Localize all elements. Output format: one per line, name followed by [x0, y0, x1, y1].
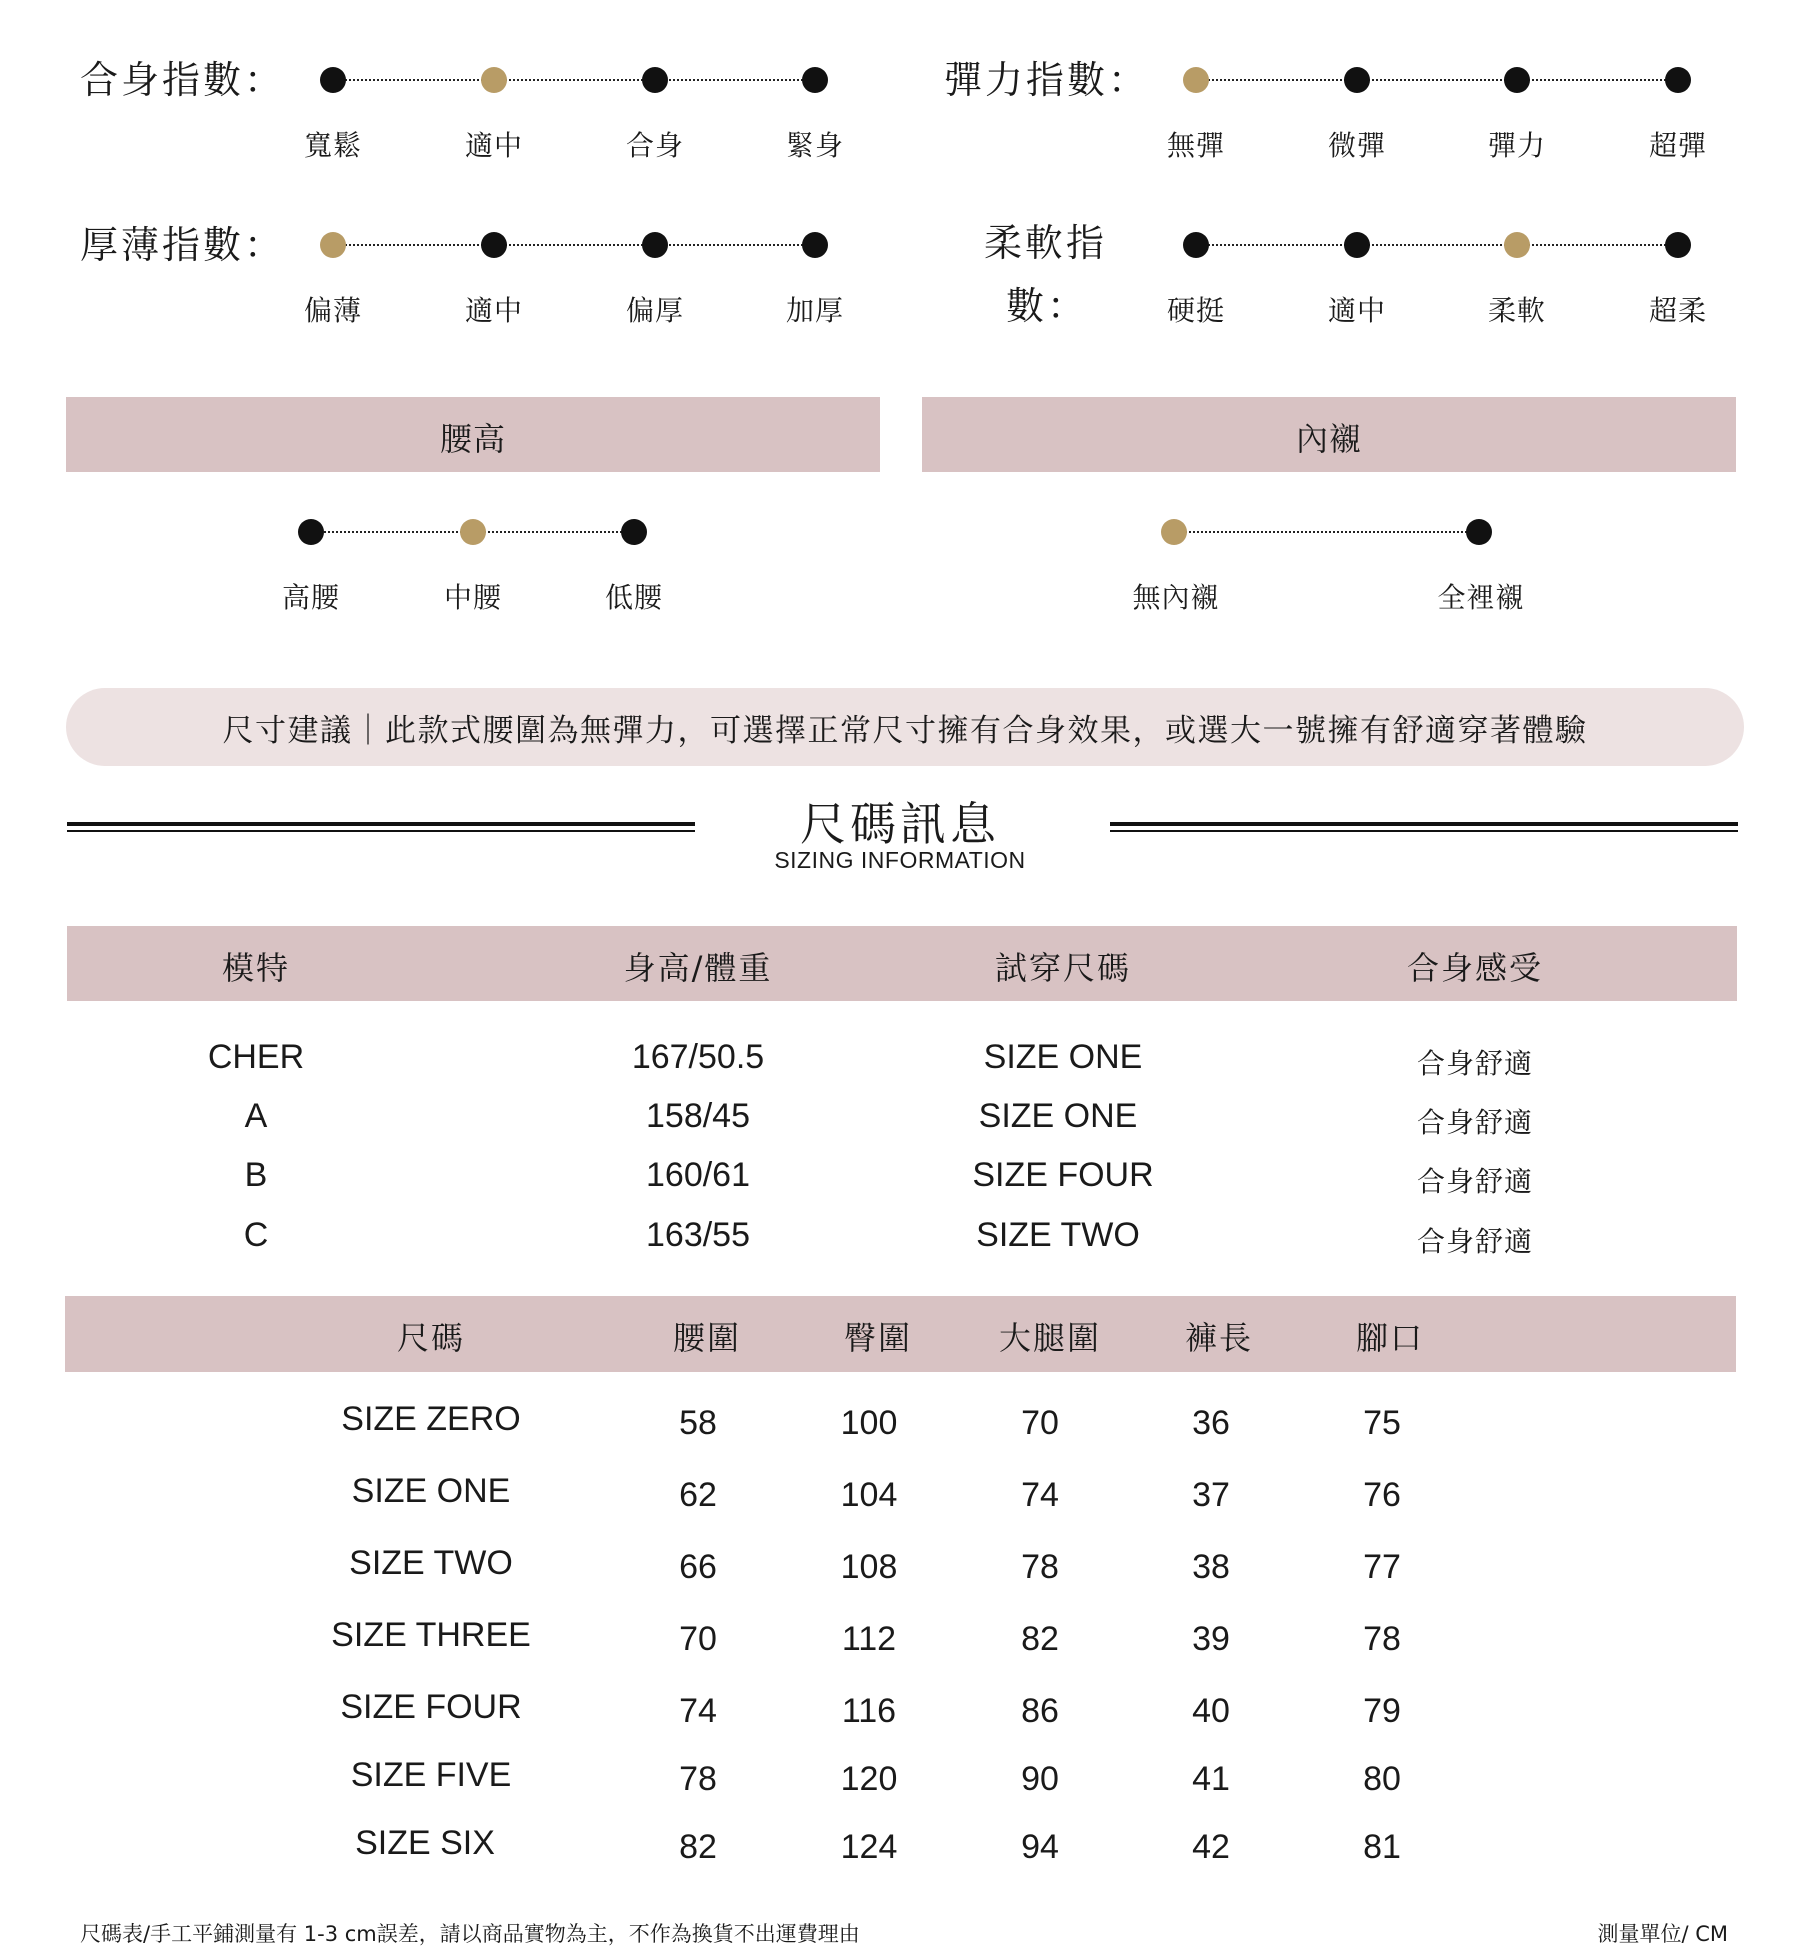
- model-fit-feel: 合身舒適: [1416, 1106, 1534, 1139]
- softness-scale-title: 柔軟指: [984, 221, 1108, 265]
- size-name: SIZE TWO: [349, 1544, 513, 1582]
- thigh-value: 74: [1021, 1476, 1059, 1514]
- thickness-dot-2: [642, 232, 668, 258]
- fit-dot-3: [802, 67, 828, 93]
- model-fit-feel: 合身舒適: [1416, 1165, 1534, 1198]
- stretch-option-label: 微彈: [1327, 129, 1387, 162]
- hem-value: 76: [1363, 1476, 1401, 1514]
- length-value: 40: [1192, 1692, 1230, 1730]
- waist-value: 58: [679, 1404, 717, 1442]
- hip-value: 100: [840, 1404, 898, 1442]
- thickness-option-label: 偏薄: [303, 294, 363, 327]
- waist-dot-2: [621, 519, 647, 545]
- thickness-option-label: 適中: [464, 294, 524, 327]
- softness-option-label: 適中: [1327, 294, 1387, 327]
- softness-dot-3: [1665, 232, 1691, 258]
- softness-dot-2: [1504, 232, 1530, 258]
- model-col-header: 模特: [221, 949, 291, 987]
- thigh-value: 82: [1021, 1620, 1059, 1658]
- waist-dot-0: [298, 519, 324, 545]
- thickness-dot-3: [802, 232, 828, 258]
- model-height-weight: 163/55: [646, 1216, 750, 1254]
- softness-dot-0: [1183, 232, 1209, 258]
- stretch-dot-3: [1665, 67, 1691, 93]
- thigh-value: 70: [1021, 1404, 1059, 1442]
- length-value: 36: [1192, 1404, 1230, 1442]
- model-height-weight: 158/45: [646, 1097, 750, 1135]
- size-col-header: 尺碼: [396, 1319, 466, 1357]
- lining-dot-0: [1161, 519, 1187, 545]
- hem-value: 77: [1363, 1548, 1401, 1586]
- length-value: 41: [1192, 1760, 1230, 1798]
- lining-dot-1: [1466, 519, 1492, 545]
- waist-height-title: 腰高: [439, 420, 507, 458]
- fit-option-label: 緊身: [785, 129, 845, 162]
- height-weight-col-header: 身高/體重: [623, 949, 773, 987]
- waist-value: 62: [679, 1476, 717, 1514]
- fit-option-label: 寬鬆: [303, 129, 363, 162]
- stretch-scale-title: 彈力指數：: [944, 58, 1150, 102]
- waist-value: 70: [679, 1620, 717, 1658]
- thigh-value: 90: [1021, 1760, 1059, 1798]
- softness-option-label: 超柔: [1648, 294, 1708, 327]
- fit-feel-col-header: 合身感受: [1406, 949, 1544, 987]
- fit-option-label: 合身: [625, 129, 685, 162]
- model-fit-feel: 合身舒適: [1416, 1047, 1534, 1080]
- waist-option-label: 中腰: [443, 581, 503, 614]
- size-advice-text: 尺寸建議｜此款式腰圍為無彈力，可選擇正常尺寸擁有合身效果，或選大一號擁有舒適穿著體驗: [222, 712, 1588, 749]
- fit-dot-1: [481, 67, 507, 93]
- hem-value: 75: [1363, 1404, 1401, 1442]
- waist-value: 74: [679, 1692, 717, 1730]
- thigh-value: 94: [1021, 1828, 1059, 1866]
- waist-value: 82: [679, 1828, 717, 1866]
- model-size: SIZE ONE: [978, 1097, 1138, 1135]
- waist-value: 66: [679, 1548, 717, 1586]
- thickness-dot-0: [320, 232, 346, 258]
- thickness-scale-title: 厚薄指數：: [80, 223, 286, 267]
- softness-scale-track: [1196, 244, 1678, 246]
- model-size: SIZE TWO: [976, 1216, 1140, 1254]
- model-height-weight: 167/50.5: [631, 1038, 765, 1076]
- length-value: 38: [1192, 1548, 1230, 1586]
- size-name: SIZE FOUR: [340, 1688, 522, 1726]
- sizing-subtitle: SIZING INFORMATION: [774, 847, 1026, 873]
- model-name: A: [244, 1097, 268, 1135]
- size-name: SIZE THREE: [331, 1616, 531, 1654]
- length-value: 42: [1192, 1828, 1230, 1866]
- stretch-option-label: 彈力: [1487, 129, 1547, 162]
- measurement-note: 尺碼表/手工平鋪測量有 1-3 cm誤差，請以商品實物為主，不作為換貨不出運費理由: [80, 1922, 860, 1946]
- thickness-option-label: 偏厚: [625, 294, 685, 327]
- model-fit-feel: 合身舒適: [1416, 1225, 1534, 1258]
- try-size-col-header: 試穿尺碼: [994, 949, 1132, 987]
- model-size: SIZE FOUR: [972, 1156, 1154, 1194]
- size-name: SIZE ONE: [351, 1472, 511, 1510]
- size-name: SIZE SIX: [355, 1824, 495, 1862]
- lining-option-label: 無內襯: [1132, 581, 1220, 614]
- stretch-scale-track: [1196, 79, 1678, 81]
- sizing-title: 尺碼訊息: [800, 797, 1000, 851]
- stretch-dot-1: [1344, 67, 1370, 93]
- lining-track: [1174, 531, 1479, 533]
- lining-title: 內襯: [1295, 420, 1363, 458]
- softness-dot-1: [1344, 232, 1370, 258]
- thickness-option-label: 加厚: [785, 294, 845, 327]
- measurement-unit: 測量單位/ CM: [1597, 1922, 1728, 1946]
- fit-scale-track: [333, 79, 815, 81]
- hip-col-header: 臀圍: [843, 1319, 913, 1357]
- hem-value: 79: [1363, 1692, 1401, 1730]
- thigh-value: 86: [1021, 1692, 1059, 1730]
- model-name: B: [244, 1156, 268, 1194]
- size-name: SIZE ZERO: [341, 1400, 521, 1438]
- stretch-option-label: 無彈: [1166, 129, 1226, 162]
- fit-option-label: 適中: [464, 129, 524, 162]
- softness-option-label: 硬挺: [1166, 294, 1226, 327]
- thigh-col-header: 大腿圍: [998, 1319, 1102, 1357]
- softness-scale-title-cont: 數：: [1006, 284, 1089, 328]
- stretch-option-label: 超彈: [1648, 129, 1708, 162]
- hip-value: 116: [841, 1692, 897, 1730]
- stretch-dot-2: [1504, 67, 1530, 93]
- thickness-dot-1: [481, 232, 507, 258]
- stretch-dot-0: [1183, 67, 1209, 93]
- model-height-weight: 160/61: [646, 1156, 750, 1194]
- hem-value: 81: [1363, 1828, 1401, 1866]
- waist-option-label: 低腰: [604, 581, 664, 614]
- model-name: CHER: [207, 1038, 305, 1076]
- softness-option-label: 柔軟: [1487, 294, 1547, 327]
- model-size: SIZE ONE: [983, 1038, 1143, 1076]
- thickness-scale-track: [333, 244, 815, 246]
- hem-value: 80: [1363, 1760, 1401, 1798]
- hip-value: 120: [840, 1760, 898, 1798]
- waist-option-label: 高腰: [281, 581, 341, 614]
- model-name: C: [243, 1216, 269, 1254]
- lining-option-label: 全裡襯: [1437, 581, 1525, 614]
- hem-value: 78: [1363, 1620, 1401, 1658]
- waist-value: 78: [679, 1760, 717, 1798]
- waist-col-header: 腰圍: [672, 1319, 742, 1357]
- hip-value: 124: [840, 1828, 898, 1866]
- thigh-value: 78: [1021, 1548, 1059, 1586]
- hem-col-header: 腳口: [1355, 1319, 1425, 1357]
- size-advice-banner: [66, 688, 1744, 766]
- waist-dot-1: [460, 519, 486, 545]
- length-value: 39: [1192, 1620, 1230, 1658]
- length-value: 37: [1192, 1476, 1230, 1514]
- hip-value: 104: [840, 1476, 898, 1514]
- fit-scale-title: 合身指數：: [80, 58, 286, 102]
- fit-dot-2: [642, 67, 668, 93]
- hip-value: 108: [840, 1548, 898, 1586]
- fit-dot-0: [320, 67, 346, 93]
- hip-value: 112: [841, 1620, 897, 1658]
- size-name: SIZE FIVE: [350, 1756, 512, 1794]
- length-col-header: 褲長: [1184, 1319, 1254, 1357]
